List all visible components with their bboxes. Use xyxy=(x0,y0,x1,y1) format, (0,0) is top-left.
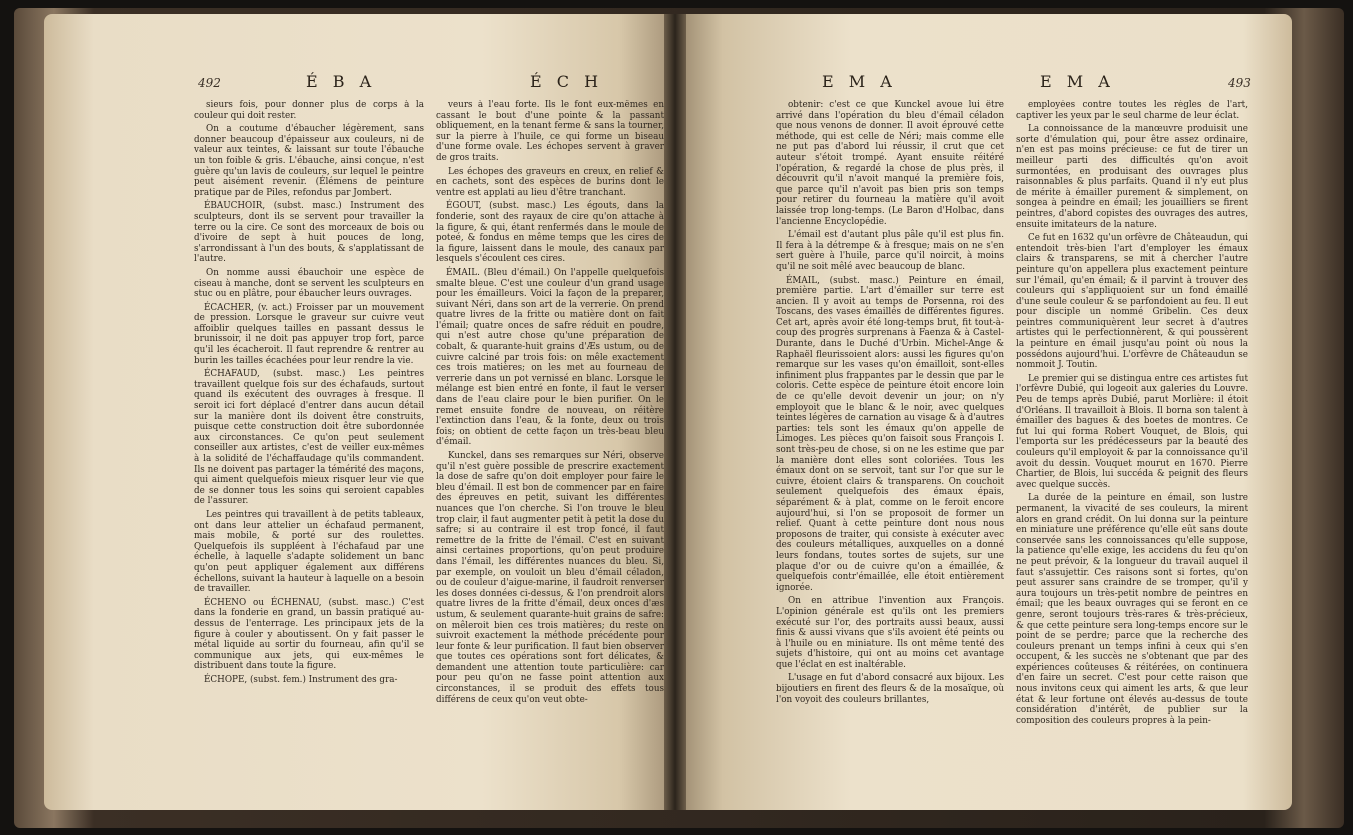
paragraph: On en attribue l'invention aux François. L'opinion générale est qu'ils ont les premiers exécuté sur l'or, des portraits aussi beaux, aussi finis & aussi vivans que s'ils avoient été peints ou à l'huile ou en miniature. Ils ont même tenté des sujets d'histoire, qui ont au moins cet avantage que l'éclat en est inaltérable. xyxy=(776,596,1004,670)
entry-email-peinture: ÉMAIL, (subst. masc.) Peinture en émail, première partie. L'art d'émailler sur terre est ancien. Il y avoit au temps de Porsenna, roi des Toscans, des vases émaillés de différentes figures. Cet art, après avoir été long-temps brut, fit tout-à-coup des progrès surprenans à Faenza & à Castel-Durante, dans le Duché d'Urbin. Michel-Ange & Raphaël fleurissoient alors: aussi les figures qu'on remarque sur les vases qu'on émailloit, sont-elles infiniment plus frappantes par le dessin que par le coloris. Cette espèce de peinture étoit encore loin de ce qu'elle devoit devenir un jour; on n'y employoit que le blanc & le noir, avec quelques teintes légères de carnation au visage & à d'autres parties: tels sont les émaux qu'on appelle de Limoges. Les pièces qu'on faisoit sous François I. sont très-peu de chose, si on ne les estime que par la manière dont elles sont coloriées. Tous les émaux dont on se servoit, tant sur l'or que sur le cuivre, étoient clairs & transparens. On couchoit seulement quelquefois des émaux épais, séparément & à plat, comme on le feroit encore aujourd'hui, si l'on se proposoit de former un relief. Quant à cette peinture dont nous nous proposons de traiter, qui consiste à exécuter avec des couleurs métalliques, auxquelles on a donné leurs fondans, toutes sortes de sujets, sur une plaque d'or ou de cuivre qu'on a émaillée, & quelquefois contr'émaillée, elle étoit entièrement ignorée. xyxy=(776,275,1004,593)
left-page-column-1 xyxy=(194,100,424,800)
paragraph: Ce fut en 1632 qu'un orfèvre de Châteaudun, qui entendoit très-bien l'art d'employer les émaux clairs & transparens, se mit à chercher l'autre peinture qu'on appellera plus exactement peinture sur l'émail, qu'en émail; & il parvint à trouver des couleurs qui s'appliquoient sur un fond émaillé d'une seule couleur & se parfondoient au feu. Il eut pour disciple un nommé Gribelin. Ces deux peintres communiquèrent leur secret à d'autres artistes qui le perfectionnèrent, & qui poussèrent la peinture en émail jusqu'au point où nous la possédons aujourd'hui. L'orfèvre de Châteaudun se nommoit J. Toutin. xyxy=(1016,233,1248,371)
paragraph: sieurs fois, pour donner plus de corps à la couleur qui doit rester. xyxy=(194,100,424,121)
right-page-column-1 xyxy=(776,100,1004,800)
paragraph: veurs à l'eau forte. Ils le font eux-mêmes en cassant le bout d'une pointe & la passant obliquement, en la tenant ferme & sans la tourner, sur la pierre à l'huile, ce qui forme un biseau d'une forme ovale. Les échopes servent à graver de gros traits. xyxy=(436,100,664,163)
paragraph: Les peintres qui travaillent à de petits tableaux, ont dans leur attelier un échafaud permanent, mais mobile, & porté sur des roulettes. Quelquefois ils suppléent à l'échafaud par une échelle, à laquelle s'adapte solidement un banc qu'on peut appliquer également aux différens échellons, suivant la hauteur à laquelle on a besoin de travailler. xyxy=(194,509,424,595)
entry-egout: ÉGOUT, (subst. masc.) Les égouts, dans la fonderie, sont des rayaux de cire qu'on attache à la figure, & qui, étant renfermés dans le moule de poteé, & fondus en même temps que les cires de la figure, laissent dans le moule, des canaux par lesquels s'écoulent ces cires. xyxy=(436,201,664,265)
entry-echeno: ÉCHENO ou ÉCHENAU, (subst. masc.) C'est dans la fonderie en grand, un bassin pratiqué au-dessus de l'enterrage. Les principaux jets de la figure à couler y aboutissent. On y fait passer le métal liquide au sortir du fourneau, afin qu'il se communique aux jets, qui eux-mêmes le distribuent dans toute la figure. xyxy=(194,597,424,672)
paragraph: On nomme aussi ébauchoir une espèce de ciseau à manche, dont se servent les sculpteurs en stuc ou en plâtre, pour ébaucher leurs ouvrages. xyxy=(194,267,424,300)
paragraph: employées contre toutes les règles de l'art, captiver les yeux par le seul charme de leur éclat. xyxy=(1016,100,1248,121)
paragraph: La durée de la peinture en émail, son lustre permanent, la vivacité de ses couleurs, la mirent alors en grand crédit. On lui donna sur la peinture en miniature une préférence qu'elle eût sans doute conservée sans les connoissances qu'elle suppose, la patience qu'elle exige, les accidens du feu qu'on ne peut prévoir, & la longueur du travail auquel il faut s'assujettir. Ces raisons sont si fortes, qu'on peut assurer sans craindre de se tromper, qu'il y aura toujours un très-petit nombre de peintres en émail; que les beaux ouvrages qui se feront en ce genre, seront toujours très-rares & très-précieux, & que cette peinture sera long-temps encore sur le point de se perdre; parce que la recherche des couleurs prenant un temps infini à ceux qui s'en occupent, & les succès ne s'obtenant que par des expériences coûteuses & réitérées, on continuera d'en faire un secret. C'est pour cette raison que nous invitons ceux qui aiment les arts, & que leur état & leur fortune ont élevés au-dessus de toute considération d'intérêt, de publier sur la composition des couleurs propres à la pein- xyxy=(1016,493,1248,726)
paragraph: Kunckel, dans ses remarques sur Néri, observe qu'il n'est guère possible de prescrire exactement la dose de safre qu'on doit employer pour faire le bleu d'émail. Il est bon de commencer par en faire des épreuves en petit, suivant les différentes nuances que l'on cherche. Si l'on trouve le bleu trop clair, il faut augmenter petit à petit la dose du safre; si au contraire il est trop foncé, il faut remettre de la fritte de l'émail. C'est en suivant ainsi certaines proportions, qu'on peut produire dans l'émail, les différentes nuances du bleu. Si, par exemple, on vouloit un bleu d'émail céladon, ou de couleur d'aigue-marine, il faudroit renverser les doses données ci-dessus, & l'on prendroit alors quatre livres de la fritte d'émail, deux onces d'æs ustum, & seulement quarante-huit grains de safre: on mêleroit bien ces trois matières; du reste on suivroit exactement la méthode précédente pour leur fonte & leur purification. Il faut bien observer que toutes ces opérations sont fort délicates, & demandent une attention toute particulière: car pour peu qu'on ne fasse point attention aux circonstances, il se produit des effets tous différens de ceux qu'on veut obte- xyxy=(436,451,664,705)
running-head-right-b: E M A xyxy=(1040,72,1115,91)
paragraph: Le premier qui se distingua entre ces artistes fut l'orfèvre Dubié, qui logeoit aux galeries du Louvre. Peu de temps après Dubié, parut Morlière: il étoit d'Orléans. Il travailloit à Blois. Il borna son talent à émailler des bagues & des boetes de montres. Ce fut lui qui forma Robert Vouquet, de Blois, qui l'emporta sur les prédécesseurs par la beauté des couleurs qu'il employoit & par la connoissance qu'il avoit du dessin. Vouquet mourut en 1670. Pierre Chartier, de Blois, lui succéda & peignit des fleurs avec quelque succès. xyxy=(1016,373,1248,490)
paragraph: L'usage en fut d'abord consacré aux bijoux. Les bijoutiers en firent des fleurs & de la mosaïque, où l'on voyoit des couleurs brillantes, xyxy=(776,673,1004,705)
left-page xyxy=(44,14,670,810)
right-page-column-2 xyxy=(1016,100,1248,800)
page-number-right: 493 xyxy=(1228,76,1251,90)
paragraph: L'émail est d'autant plus pâle qu'il est plus fin. Il fera à la détrempe & à fresque; mais on ne s'en sert guère à l'huile, parce qu'il noircit, à moins qu'il ne soit mêlé avec beaucoup de blanc. xyxy=(776,230,1004,272)
left-page-column-2 xyxy=(436,100,664,800)
entry-ecacher: ÉCACHER, (v. act.) Froisser par un mouvement de pression. Lorsque le graveur sur cuivre veut affoiblir quelques tailles en passant dessus le brunissoir, il ne doit pas appuyer trop fort, parce qu'il les écacheroit. Il faut reprendre & rentrer au burin les tailles écachées pour leur rendre la vie. xyxy=(194,302,424,366)
paragraph: On a coutume d'ébaucher légèrement, sans donner beaucoup d'épaisseur aux couleurs, ni de valeur aux teintes, & laissant sur toute l'ébauche un ton foible & gris. L'ébauche, ainsi conçue, n'est guère qu'un lavis de couleurs, sur lequel le peintre peut aisément revenir. (Élémens de peinture pratique par de Piles, refondus par Jombert. xyxy=(194,124,424,198)
entry-email-bleu: ÉMAIL. (Bleu d'émail.) On l'appelle quelquefois smalte bleue. C'est une couleur d'un grand usage pour les émailleurs. Voici la façon de la preparer, suivant Néri, dans son art de la verrerie. On prend quatre livres de la fritte ou matière dont on fait l'émail; quatre onces de safre réduit en poudre, qui n'est autre chose qu'une préparation de cobalt, & quarante-huit grains d'Æs ustum, ou de cuivre calciné par trois fois: on mêle exactement ces trois matières; on les met au fourneau de verrerie dans un pot vernissé en blanc. Lorsque le mélange est bien entré en fonte, il faut le verser dans de l'eau claire pour le bien purifier. On le remet ensuite fondre de nouveau, on réitère l'extinction dans l'eau, & la fonte, deux ou trois fois; on obtient de cette façon un très-beau bleu d'émail. xyxy=(436,267,664,448)
entry-echope: ÉCHOPE, (subst. fem.) Instrument des gra- xyxy=(204,674,398,685)
paragraph: Les échopes des graveurs en creux, en relief & en cachets, sont des espèces de burins dont le ventre est applati au lieu d'être tranchant. xyxy=(436,166,664,198)
running-head-left-a: É B A xyxy=(306,72,377,91)
entry-echafaud: ÉCHAFAUD, (subst. masc.) Les peintres travaillent quelque fois sur des échafauds, surtout quand ils exécutent des ouvrages à fresque. Il seroit ici fort déplacé d'entrer dans aucun détail sur la manière dont ils doivent être construits, puisque cette construction doit être subordonnée aux circonstances. Ce qu'on peut seulement conseiller aux artistes, c'est de veiller eux-mêmes à la solidité de l'échaffaudage qu'ils commandent. Ils ne doivent pas partager la témérité des maçons, qui aiment quelquefois mieux risquer leur vie que de se donner tous les soins qui seroient capables de l'assurer. xyxy=(194,369,424,507)
page-number-left: 492 xyxy=(198,76,221,90)
right-page xyxy=(680,14,1292,810)
paragraph: obtenir: c'est ce que Kunckel avoue lui être arrivé dans l'opération du bleu d'émail céladon que nous venons de donner. Il avoit éprouvé cette méthode, qui est celle de Néri; mais comme elle ne put pas d'abord lui réussir, il crut que cet auteur s'étoit trompé. Ayant ensuite réitéré l'opération, & regardé la chose de plus près, il découvrit qu'il n'avoit manqué la première fois, que parce qu'il n'avoit pas bien pris son temps pour retirer du fourneau la matière qu'il avoit laissée trop long-temps. (Le Baron d'Holbac, dans l'ancienne Encyclopédie. xyxy=(776,100,1004,227)
running-head-left-b: É C H xyxy=(530,72,604,91)
paragraph: La connoissance de la manœuvre produisit une sorte d'émulation qui, pour être assez ordinaire, n'en est pas moins précieuse: ce fut de tirer un meilleur parti des difficultés qu'on avoit surmontées, en produisant des ouvrages plus raisonnables & plus parfaits. Quand il n'y eut plus de mérite à émailler purement & simplement, on songea à peindre en émail; les jouailliers se firent peintres, d'abord copistes des ouvrages des autres, ensuite imitateurs de la nature. xyxy=(1016,124,1248,230)
entry-ebauchoir: ÉBAUCHOIR, (subst. masc.) Instrument des sculpteurs, dont ils se servent pour travailler la terre ou la cire. Ce sont des morceaux de bois ou d'ivoire de sept à huit pouces de long, s'arrondissant à l'un des bouts, & s'applatissant de l'autre. xyxy=(194,201,424,265)
book-gutter xyxy=(664,14,686,810)
running-head-right-a: E M A xyxy=(822,72,897,91)
